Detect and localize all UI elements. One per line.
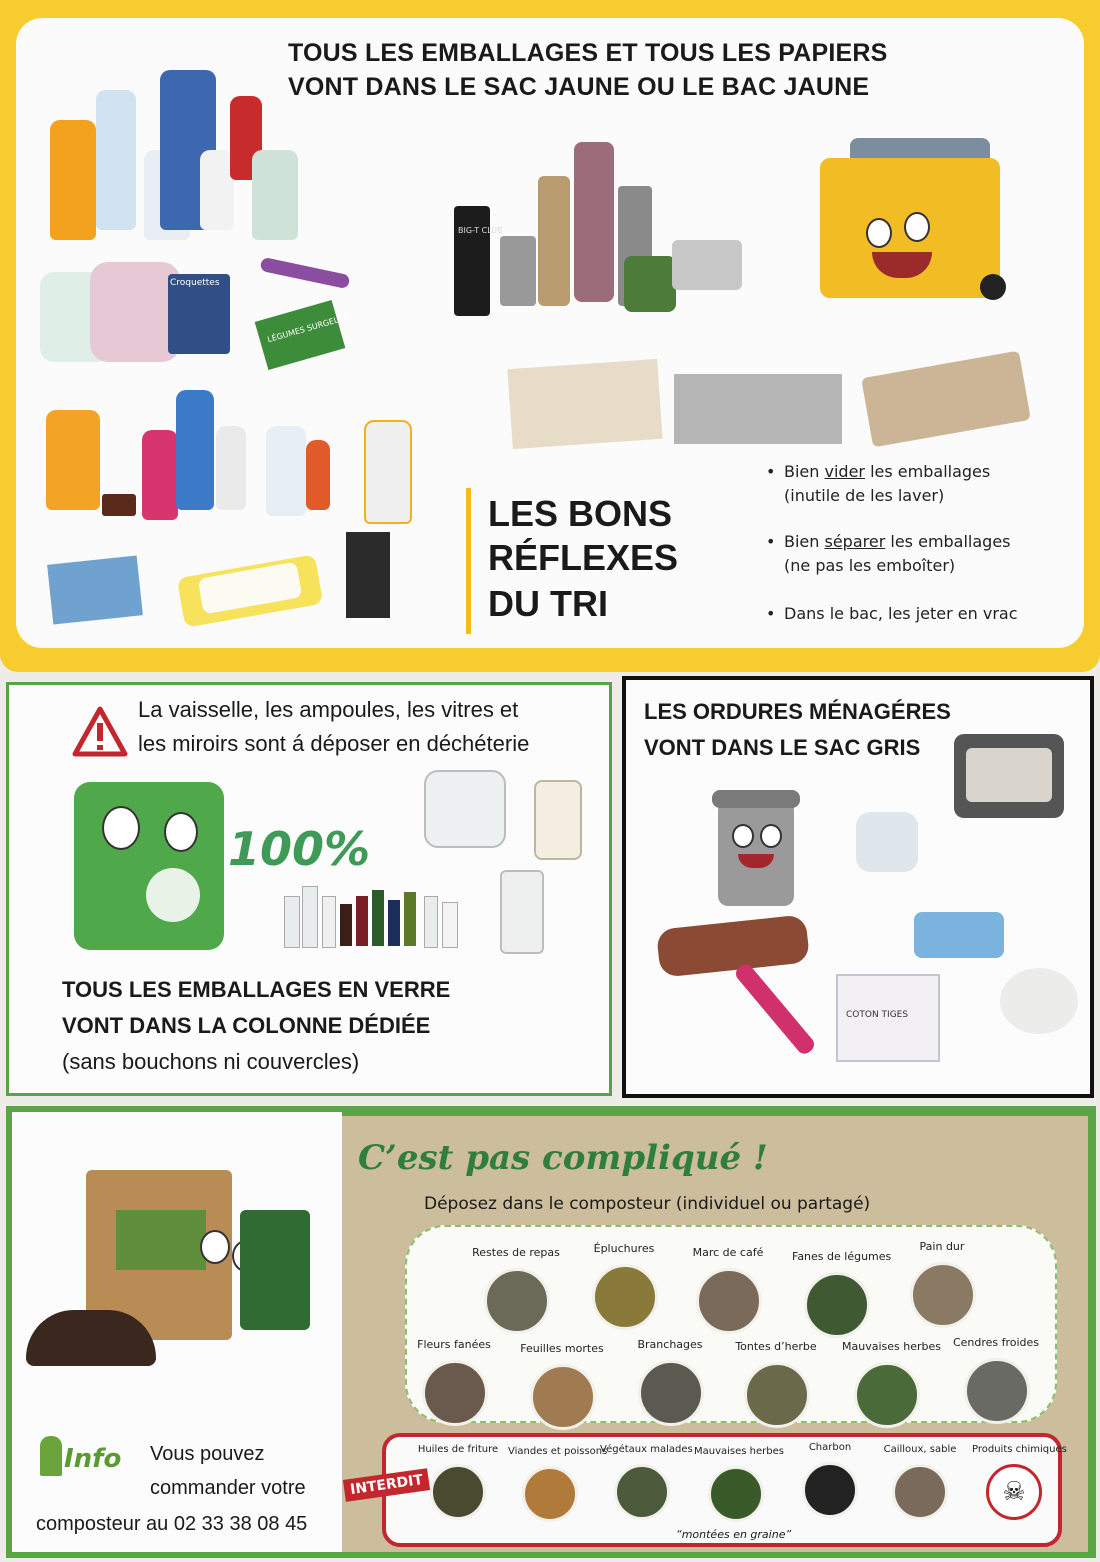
info-line2: commander votre [150, 1477, 306, 1499]
allowed-item [588, 1242, 660, 1334]
percent-text: 100% [228, 822, 371, 876]
allowed-item-photo [422, 1360, 488, 1426]
reflexes-line2: RÉFLEXES [488, 537, 679, 578]
allowed-item-photo [592, 1264, 658, 1330]
cotton-pads-image [1000, 968, 1078, 1034]
allowed-item-label: Épluchures [593, 1242, 655, 1255]
allowed-item [692, 1246, 764, 1338]
allowed-item-label: Marc de café [692, 1246, 764, 1259]
glass-jar-image [424, 770, 506, 848]
forbidden-item-label: Cailloux, sable [883, 1444, 957, 1455]
grey-bin-mascot-image [698, 780, 808, 910]
diaper-image [856, 812, 918, 872]
allowed-item-label: Cendres froides [952, 1336, 1040, 1349]
glass-heading-line2: VONT DANS LA COLONNE DÉDIÉE [62, 1013, 431, 1038]
forbidden-item-photo [522, 1466, 578, 1522]
forbidden-item-label: Viandes et poissons [508, 1446, 608, 1457]
allowed-item-label: Branchages [637, 1338, 703, 1351]
info-logo: Info [40, 1428, 126, 1482]
forbidden-label: INTERDIT [343, 1468, 430, 1502]
forbidden-item-label: Huiles de friture [417, 1444, 499, 1455]
forbidden-item [600, 1444, 693, 1528]
forbidden-item-label: Produits chimiques [972, 1444, 1067, 1455]
allowed-item [792, 1250, 892, 1342]
forbidden-note: “montées en graine” [676, 1528, 792, 1541]
allowed-item-label: Fanes de légumes [792, 1250, 892, 1263]
tip-2: • Bien séparer les emballages (ne pas les emboîter) [766, 532, 1011, 575]
allowed-item-photo [638, 1360, 704, 1426]
forbidden-item-photo [614, 1464, 670, 1520]
tip-1: • Bien vider les emballages (inutile de les laver) [766, 462, 991, 505]
allowed-item-label: Pain dur [919, 1240, 965, 1253]
plastic-bottles-image [40, 60, 300, 250]
tip-3: • Dans le bac, les jeter en vrac [766, 604, 1018, 623]
yellow-bin-mascot-image [800, 128, 1040, 308]
allowed-item [472, 1246, 560, 1338]
reflexes-divider [466, 488, 471, 634]
allowed-item [906, 1240, 978, 1332]
allowed-item [634, 1338, 706, 1430]
allowed-item-photo [484, 1268, 550, 1334]
allowed-item [417, 1338, 491, 1430]
allowed-item-photo [964, 1358, 1030, 1424]
forbidden-item [972, 1444, 1067, 1528]
compost-slogan: C’est pas compliqué ! [358, 1138, 768, 1178]
detergent-bottles-image [46, 390, 416, 530]
allowed-item [952, 1336, 1040, 1428]
household-heading-line1: LES ORDURES MÉNAGÉRES [644, 699, 951, 724]
info-line3-phone: composteur au 02 33 38 08 45 [36, 1513, 308, 1535]
forbidden-item [417, 1444, 499, 1528]
forbidden-item-photo [430, 1464, 486, 1520]
cotton-buds-image [836, 974, 940, 1062]
allowed-item-photo [910, 1262, 976, 1328]
household-heading-line2: VONT DANS LE SAC GRIS [644, 735, 921, 760]
metal-cans-image [454, 136, 744, 316]
forbidden-item [883, 1444, 957, 1528]
composter-mascot-image [56, 1150, 326, 1380]
packaging-heading-line1: TOUS LES EMBALLAGES ET TOUS LES PAPIERS [288, 39, 888, 67]
compost-instruction: Déposez dans le composteur (individuel ou partagé) [424, 1194, 871, 1214]
warning-line1: La vaisselle, les ampoules, les vitres et [138, 697, 519, 722]
glass-bottles-image [284, 886, 460, 946]
litter-box-image [954, 734, 1064, 818]
glass-heading-line1: TOUS LES EMBALLAGES EN VERRE [62, 977, 451, 1002]
allowed-item-label: Feuilles mortes [520, 1342, 604, 1355]
warning-icon [72, 706, 128, 758]
toxic-hazard-icon: ☠ [986, 1464, 1042, 1520]
packaging-heading-line2: VONT DANS LE SAC JAUNE OU LE BAC JAUNE [288, 73, 870, 101]
cotton-buds-label: COTON TIGES [846, 1010, 909, 1020]
allowed-item-label: Restes de repas [472, 1246, 560, 1259]
allowed-item-label: Mauvaises herbes [842, 1340, 941, 1353]
forbidden-item [508, 1446, 608, 1530]
cat-food-label: Croquettes [170, 278, 220, 288]
forbidden-item-photo [892, 1464, 948, 1520]
plastic-bags-image [40, 262, 360, 372]
warning-line2: les miroirs sont á déposer en déchéterie [138, 731, 530, 756]
allowed-item-photo [744, 1362, 810, 1428]
frozen-veg-label: LÉGUMES SURGELÉS [266, 312, 350, 345]
trays-sachets-image [50, 540, 400, 630]
paper-cardboard-image [510, 354, 1040, 450]
allowed-item [520, 1342, 604, 1434]
forbidden-item-label: Végétaux malades [600, 1444, 693, 1455]
allowed-item-photo [804, 1272, 870, 1338]
allowed-item-photo [696, 1268, 762, 1334]
forbidden-item-photo [708, 1466, 764, 1522]
allowed-item-photo [854, 1362, 920, 1428]
reflexes-line3: DU TRI [488, 583, 608, 624]
face-mask-image [914, 912, 1004, 958]
allowed-item-photo [530, 1364, 596, 1430]
reflexes-line1: LES BONS [488, 493, 673, 534]
forbidden-item [694, 1446, 784, 1530]
forbidden-item-label: Mauvaises herbes [694, 1446, 784, 1457]
forbidden-item [798, 1442, 862, 1526]
allowed-item [842, 1340, 941, 1432]
spray-label: BIG-T CLUB [458, 226, 503, 235]
perfume-bottle-image [500, 870, 544, 954]
forbidden-item-label: Charbon [808, 1442, 852, 1453]
glass-bin-mascot-image [74, 782, 224, 950]
glass-note: (sans bouchons ni couvercles) [62, 1049, 360, 1074]
glass-pot-image [534, 780, 582, 860]
info-line1: Vous pouvez [150, 1443, 265, 1465]
allowed-item [735, 1340, 817, 1432]
allowed-item-label: Tontes d’herbe [735, 1340, 817, 1353]
allowed-item-label: Fleurs fanées [417, 1338, 491, 1351]
forbidden-item-photo [802, 1462, 858, 1518]
